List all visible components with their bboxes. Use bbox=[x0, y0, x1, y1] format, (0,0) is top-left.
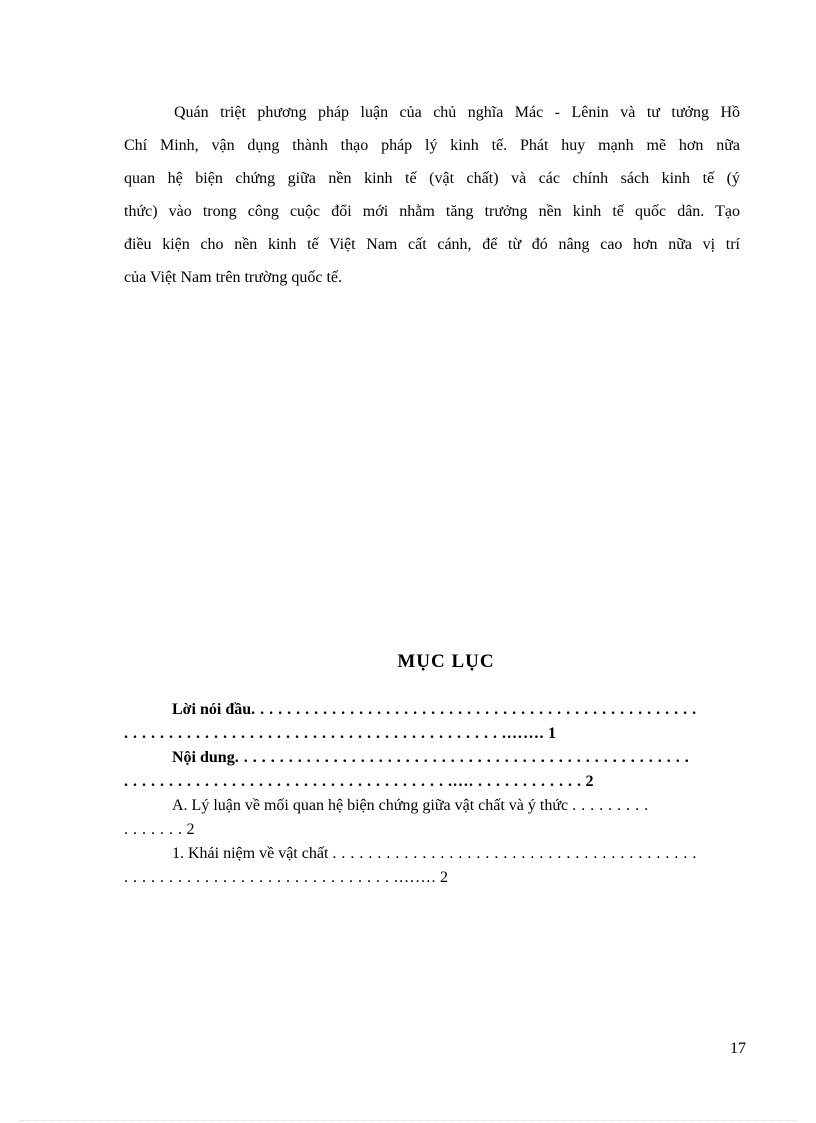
toc-entry-label: 1. Khái niệm về vật chất bbox=[172, 845, 329, 862]
paragraph-line: quan hệ biện chứng giữa nền kinh tế (vật chất) và các chính sách kinh tế (ý bbox=[124, 170, 740, 187]
toc-title-text: MỤC LỤC bbox=[397, 651, 495, 672]
toc-title bbox=[124, 651, 740, 673]
toc-leader-dots: . . . . . . . . . . . . . . . . . . . . . . . . . . . . . . . . . . . . . . . . . bbox=[332, 845, 697, 862]
toc-leader-dots: . . . . . . . . . . . . . . . . . . . . . . . . . . . . . . .……. bbox=[124, 869, 436, 886]
toc-entry-line1 bbox=[124, 842, 740, 866]
toc-leader-dots: . . . . . . . . . . . . . . . . . . . . . . . . . . . . . . . . . . . . . . . . . . .……. bbox=[124, 725, 544, 742]
toc-leader-dots: . . . . . . . . . bbox=[572, 797, 649, 814]
toc-page-number: 2 bbox=[585, 773, 594, 790]
paragraph-line: của Việt Nam trên trường quốc tế. bbox=[124, 269, 343, 286]
paragraph-line: thức) vào trong công cuộc đổi mới nhằm tăng trưởng nền kinh tế quốc dân. Tạo bbox=[124, 203, 740, 220]
toc-leader-dots: . . . . . . . bbox=[124, 821, 183, 838]
toc-entry-line2 bbox=[124, 722, 740, 746]
toc-entry-label: Nội dung bbox=[172, 749, 235, 766]
toc-entry bbox=[124, 698, 740, 746]
toc-entry-line1 bbox=[124, 794, 740, 818]
toc-entry-line2 bbox=[124, 770, 740, 794]
page-number: 17 bbox=[730, 1040, 746, 1057]
toc-leader-dots: . . . . . . . . . . . . . . . . . . . . . . . . . . . . . . . . . . . . .…. . . . . . . . . . . . . bbox=[124, 773, 582, 790]
paragraph-line: Chí Minh, vận dụng thành thạo pháp lý kinh tế. Phát huy mạnh mẽ hơn nữa bbox=[124, 137, 740, 154]
toc-entry-label: Lời nói đầu bbox=[172, 701, 252, 718]
toc-entry-line1 bbox=[124, 746, 740, 770]
toc-entry-line2 bbox=[124, 818, 740, 842]
body-paragraph bbox=[124, 96, 740, 294]
footer-divider bbox=[20, 1120, 796, 1121]
paragraph-line: điều kiện cho nền kinh tế Việt Nam cất cánh, để từ đó nâng cao hơn nữa vị trí bbox=[124, 236, 740, 253]
paragraph-line: Quán triệt phương pháp luận của chủ nghĩa Mác - Lênin và tư tưởng Hồ bbox=[174, 104, 740, 121]
toc-leader-dots: . . . . . . . . . . . . . . . . . . . . . . . . . . . . . . . . . . . . . . . . . . . . . . . . . . bbox=[251, 701, 697, 718]
toc-page-number: 1 bbox=[548, 725, 556, 742]
toc-page-number: 2 bbox=[440, 869, 448, 886]
toc-entry-line2 bbox=[124, 866, 740, 890]
toc-entry-label: A. Lý luận về mối quan hệ biện chứng giữa vật chất và ý thức bbox=[172, 797, 569, 814]
toc-page-number: 2 bbox=[186, 821, 195, 838]
table-of-contents bbox=[124, 698, 740, 890]
toc-entry bbox=[124, 794, 740, 842]
toc-entry bbox=[124, 746, 740, 794]
toc-leader-dots: . . . . . . . . . . . . . . . . . . . . . . . . . . . . . . . . . . . . . . . . . . . . . . . . . . . bbox=[234, 749, 690, 766]
toc-entry bbox=[124, 842, 740, 890]
toc-entry-line1 bbox=[124, 698, 740, 722]
